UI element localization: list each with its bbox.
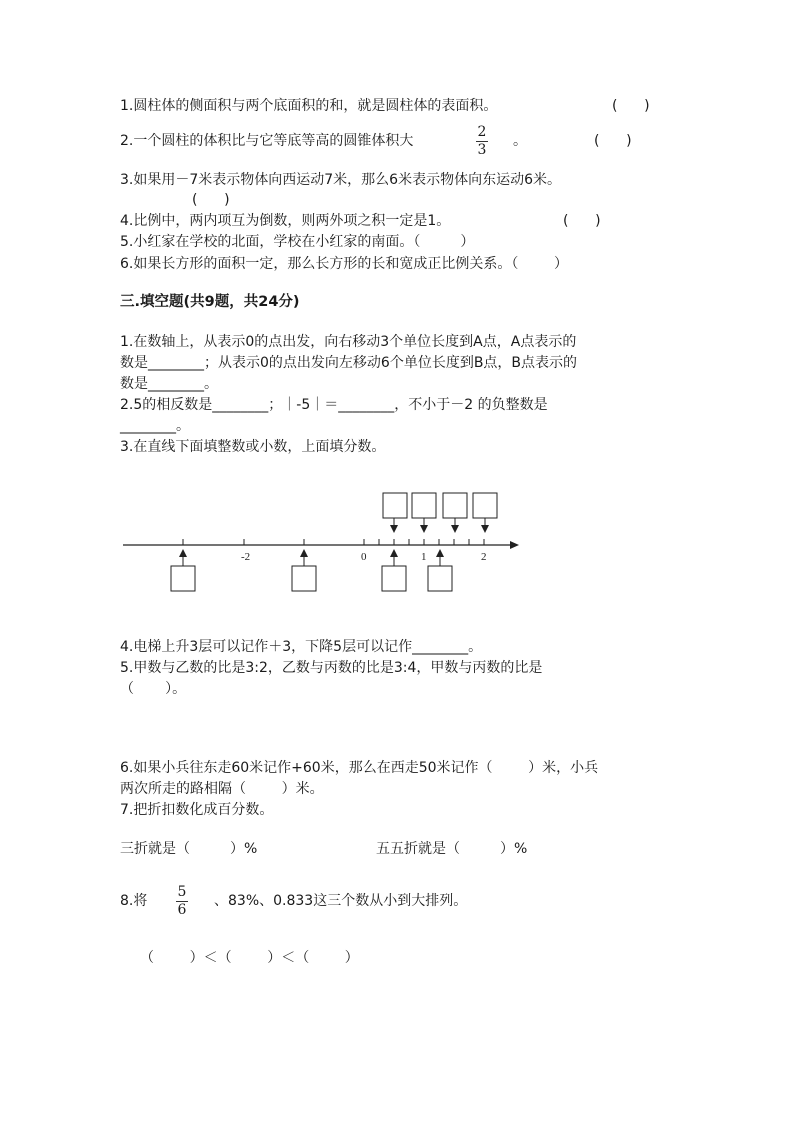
judge-q2: 2.一个圆柱的体积比与它等底等高的圆锥体积大 [120, 133, 414, 149]
fill-q7-b: 五五折就是（ ）% [376, 841, 528, 857]
tick-label-1: 1 [421, 551, 427, 563]
lower-answer-box [171, 566, 195, 591]
tick-label-neg2: -2 [241, 551, 251, 563]
judge-q4: 4.比例中，两内项互为倒数，则两外项之积一定是1。 [120, 213, 451, 229]
tick-label-0: 0 [361, 551, 367, 563]
upper-answer-box [412, 493, 436, 518]
up-arrowhead [300, 549, 308, 557]
fill-q2-line1: 2.5的相反数是________；｜-5｜＝________，不小于－2 的负整数是 [120, 397, 548, 413]
fraction-numerator: 5 [177, 884, 187, 900]
judge-q2-answer[interactable]: ( ) [594, 133, 632, 149]
fill-q4: 4.电梯上升3层可以记作＋3，下降5层可以记作________。 [120, 639, 483, 655]
fill-q8-rest: 、83%、0.833这三个数从小到大排列。 [214, 893, 468, 909]
fill-q6-line2: 两次所走的路相隔（ ）米。 [120, 781, 324, 797]
fraction-five-sixths [176, 885, 188, 918]
judge-q5: 5.小红家在学校的北面，学校在小红家的南面。（ ） [120, 234, 475, 250]
judge-q3: 3.如果用－7米表示物体向西运动7米，那么6米表示物体向东运动6米。 [120, 172, 561, 188]
up-arrowhead [436, 549, 444, 557]
number-line-arrowhead [510, 541, 519, 549]
down-arrowhead [451, 525, 459, 533]
lower-answer-box [382, 566, 406, 591]
number-line-ticks [183, 539, 484, 545]
upper-answer-box [443, 493, 467, 518]
up-arrowhead [179, 549, 187, 557]
fill-q5-line2: （ ）。 [120, 681, 187, 697]
down-arrowhead [420, 525, 428, 533]
judge-q3-answer[interactable]: ( ) [192, 192, 230, 208]
fill-q7-a: 三折就是（ ）% [120, 841, 258, 857]
fill-q6-line1: 6.如果小兵往东走60米记作+60米，那么在西走50米记作（ ）米，小兵 [120, 760, 599, 776]
fill-q1-line2: 数是________；从表示0的点出发向左移动6个单位长度到B点，B点表示的 [120, 355, 578, 371]
fraction-numerator: 2 [477, 124, 487, 140]
lower-answer-box [292, 566, 316, 591]
fraction-denominator: 6 [177, 902, 187, 918]
fill-q3: 3.在直线下面填整数或小数，上面填分数。 [120, 439, 386, 455]
fill-q8: 8.将 [120, 893, 148, 909]
fill-q7: 7.把折扣数化成百分数。 [120, 802, 274, 818]
fraction-denominator: 3 [477, 142, 487, 158]
fill-q5-line1: 5.甲数与乙数的比是3:2，乙数与丙数的比是3:4，甲数与丙数的比是 [120, 660, 543, 676]
tick-label-2: 2 [481, 551, 487, 563]
upper-answer-box [473, 493, 497, 518]
fill-q1-line3: 数是________。 [120, 376, 218, 392]
fill-q8-answer[interactable]: （ ）＜（ ）＜（ ） [140, 950, 359, 966]
upper-answer-box [383, 493, 407, 518]
judge-q1-answer[interactable]: ( ) [612, 98, 650, 114]
down-arrowhead [390, 525, 398, 533]
lower-answer-box [428, 566, 452, 591]
section-heading: 三.填空题(共9题，共24分) [120, 294, 300, 310]
fill-q1-line1: 1.在数轴上，从表示0的点出发，向右移动3个单位长度到A点，A点表示的 [120, 334, 577, 350]
judge-q1: 1.圆柱体的侧面积与两个底面积的和，就是圆柱体的表面积。 [120, 98, 498, 114]
down-arrowhead [481, 525, 489, 533]
judge-q6: 6.如果长方形的面积一定，那么长方形的长和宽成正比例关系。（ ） [120, 256, 568, 272]
judge-q4-answer[interactable]: ( ) [563, 213, 601, 229]
up-arrowhead [390, 549, 398, 557]
judge-q2-end: 。 [513, 133, 527, 149]
fill-q2-line2: ________。 [120, 418, 190, 434]
